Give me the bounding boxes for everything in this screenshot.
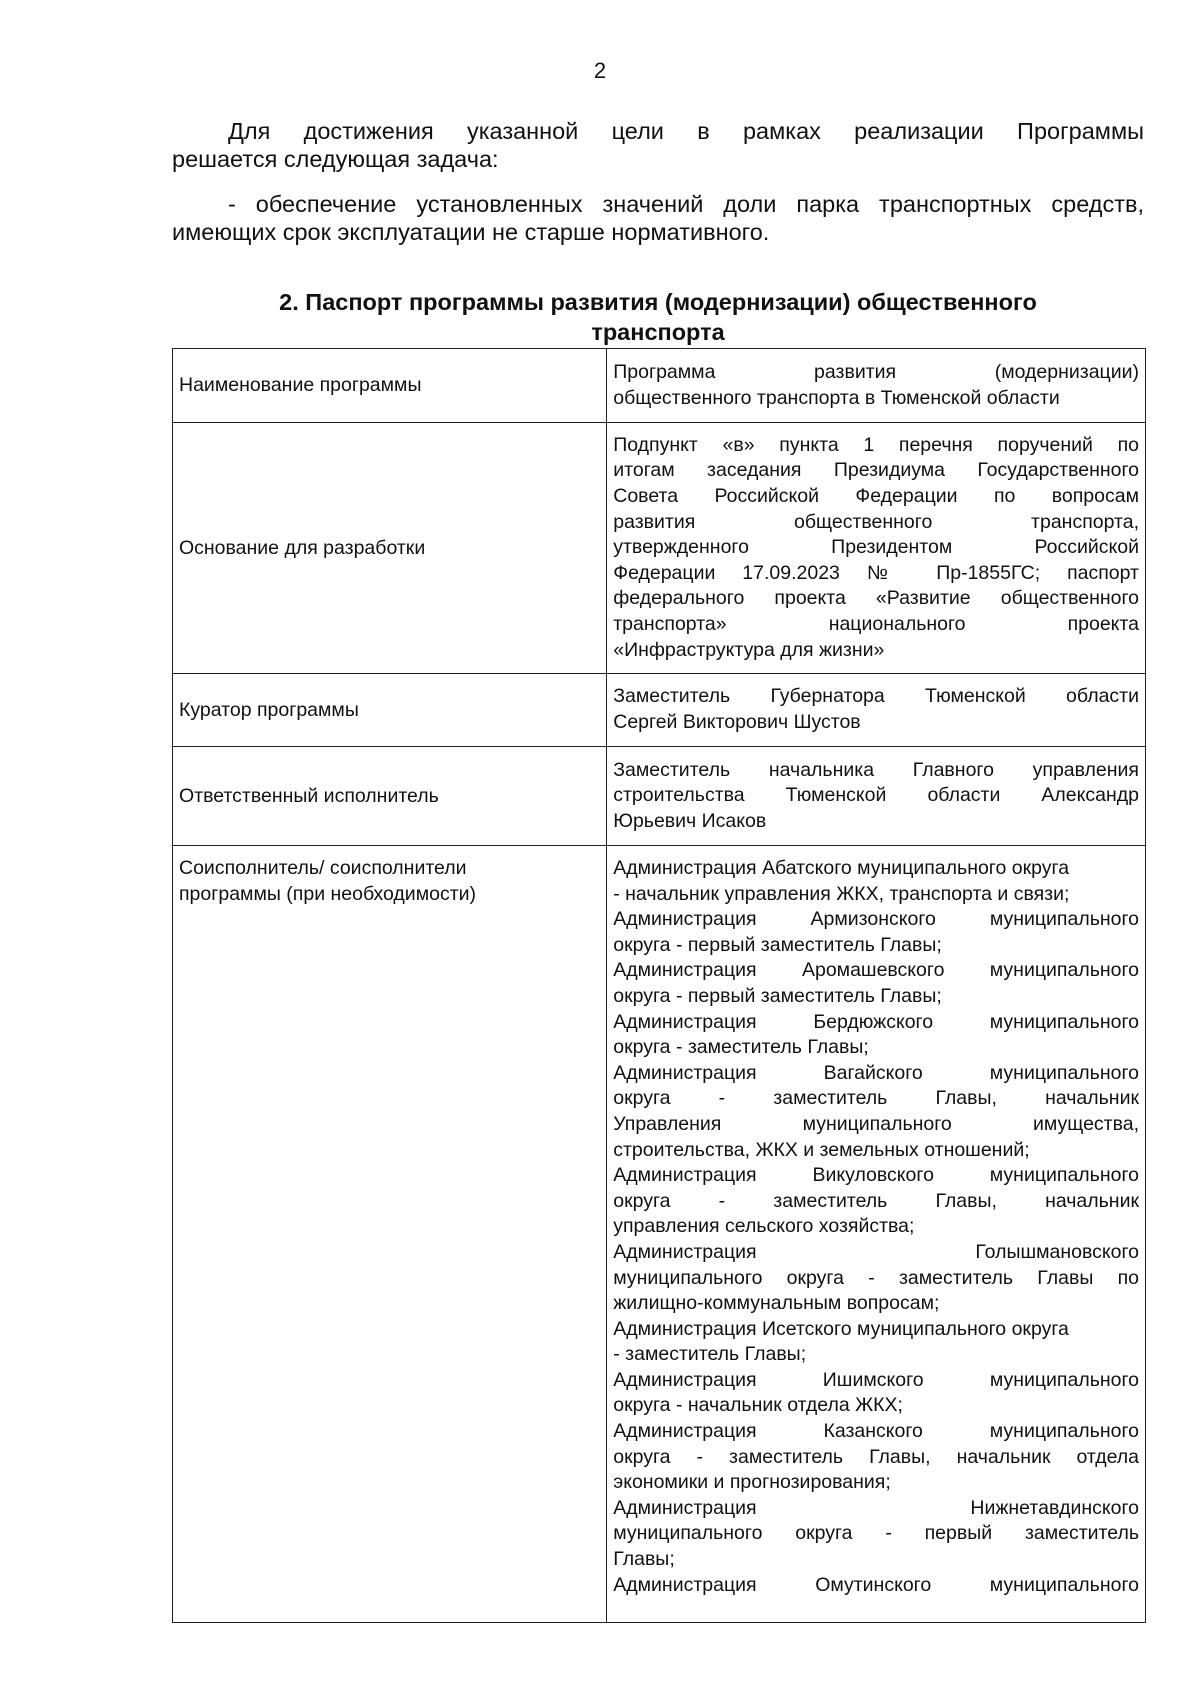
value-line: Администрация Исетского муниципального округа	[613, 1317, 1069, 1340]
value-line: экономики и прогнозирования;	[613, 1471, 891, 1494]
text-line: решается следующая задача:	[172, 146, 499, 172]
value-line: строительства, ЖКХ и земельных отношений;	[613, 1138, 1030, 1161]
row-label-co-executors	[173, 846, 607, 1623]
table-row	[173, 423, 1146, 674]
value-line: общественного транспорта в Тюменской области	[613, 386, 1060, 409]
value-line: округа - первый заместитель Главы;	[613, 984, 942, 1007]
value-line: округа - заместитель Главы, начальник	[613, 1087, 1139, 1110]
value-line: округа - заместитель Главы;	[613, 1036, 869, 1059]
value-line: округа - заместитель Главы, начальник	[613, 1189, 1139, 1212]
value-line: Администрация Армизонского муниципального	[613, 908, 1139, 931]
value-line: Администрация Бердюжского муниципального	[613, 1010, 1139, 1033]
page-number: 2	[593, 58, 607, 83]
value-line: Федерации 17.09.2023 № Пр-1855ГС; паспорт	[613, 561, 1139, 584]
text-line: имеющих срок эксплуатации не старше нормативного.	[172, 219, 770, 245]
table-row	[173, 846, 1146, 1623]
row-value-executor	[607, 747, 1146, 846]
program-passport-table	[172, 348, 1146, 1623]
value-line: муниципального округа - заместитель Главы по	[613, 1266, 1139, 1289]
value-line: итогам заседания Президиума Государственного	[613, 459, 1139, 482]
value-line: Администрация Омутинского муниципального	[613, 1573, 1139, 1596]
section-title	[172, 287, 1144, 347]
row-label-basis: Основание для разработки	[173, 423, 607, 674]
value-line: федерального проекта «Развитие общественного	[613, 587, 1139, 610]
value-line: Заместитель начальника Главного управления	[613, 758, 1139, 781]
value-line: развития общественного транспорта,	[613, 510, 1139, 533]
label-line: программы (при необходимости)	[179, 882, 477, 905]
value-line: строительства Тюменской области Александр	[613, 784, 1139, 807]
value-line: Администрация Вагайского муниципального	[613, 1061, 1139, 1084]
value-line: Главы;	[613, 1548, 675, 1571]
row-value-curator	[607, 674, 1146, 747]
text-line: - обеспечение установленных значений доли парка транспортных средств,	[228, 191, 1144, 217]
intro-paragraph-task	[172, 190, 1144, 246]
value-line: Администрация Викуловского муниципального	[613, 1164, 1139, 1187]
row-value-basis	[607, 423, 1146, 674]
table-row	[173, 674, 1146, 747]
value-line: Администрация Ишимского муниципального	[613, 1368, 1139, 1391]
value-line: округа - заместитель Главы, начальник отдела	[613, 1445, 1139, 1468]
value-line: - заместитель Главы;	[613, 1343, 807, 1366]
label-line: Соисполнитель/ соисполнители	[179, 857, 467, 879]
value-line: Администрация Казанского муниципального	[613, 1420, 1139, 1443]
section-title-line: 2. Паспорт программы развития (модернизации) общественного	[279, 289, 1037, 315]
value-line: Юрьевич Исаков	[613, 809, 767, 832]
value-line: Заместитель Губернатора Тюменской области	[613, 685, 1139, 708]
section-title-line: транспорта	[591, 319, 725, 345]
value-line: управления сельского хозяйства;	[613, 1215, 915, 1238]
row-label-program-name: Наименование программы	[173, 349, 607, 423]
row-label-curator: Куратор программы	[173, 674, 607, 747]
row-value-co-executors	[607, 846, 1146, 1623]
row-label-executor: Ответственный исполнитель	[173, 747, 607, 846]
value-line: - начальник управления ЖКХ, транспорта и связи;	[613, 882, 1070, 905]
value-line: Подпункт «в» пункта 1 перечня поручений по	[613, 433, 1139, 456]
value-line: транспорта» национального проекта	[613, 612, 1139, 635]
text-line: Для достижения указанной цели в рамках реализации Программы	[228, 118, 1144, 144]
value-line: Совета Российской Федерации по вопросам	[613, 485, 1139, 508]
value-line: округа - первый заместитель Главы;	[613, 933, 942, 956]
intro-paragraph-goal	[172, 117, 1144, 173]
value-line: Программа развития (модернизации)	[613, 360, 1139, 383]
value-line: Администрация Аромашевского муниципального	[613, 959, 1139, 982]
value-line: Администрация Нижнетавдинского	[613, 1496, 1139, 1519]
value-line: Управления муниципального имущества,	[613, 1112, 1139, 1135]
value-line: Сергей Викторович Шустов	[613, 711, 861, 733]
table-row	[173, 747, 1146, 846]
table-row	[173, 349, 1146, 423]
value-line: «Инфраструктура для жизни»	[613, 638, 885, 661]
value-line: округа - начальник отдела ЖКХ;	[613, 1394, 903, 1417]
row-value-program-name	[607, 349, 1146, 423]
value-line: Администрация Голышмановского	[613, 1240, 1139, 1263]
value-line: муниципального округа - первый заместитель	[613, 1522, 1139, 1545]
value-line: жилищно-коммунальным вопросам;	[613, 1292, 940, 1315]
value-line: Администрация Абатского муниципального округа	[613, 857, 1070, 879]
value-line: утвержденного Президентом Российской	[613, 536, 1139, 559]
